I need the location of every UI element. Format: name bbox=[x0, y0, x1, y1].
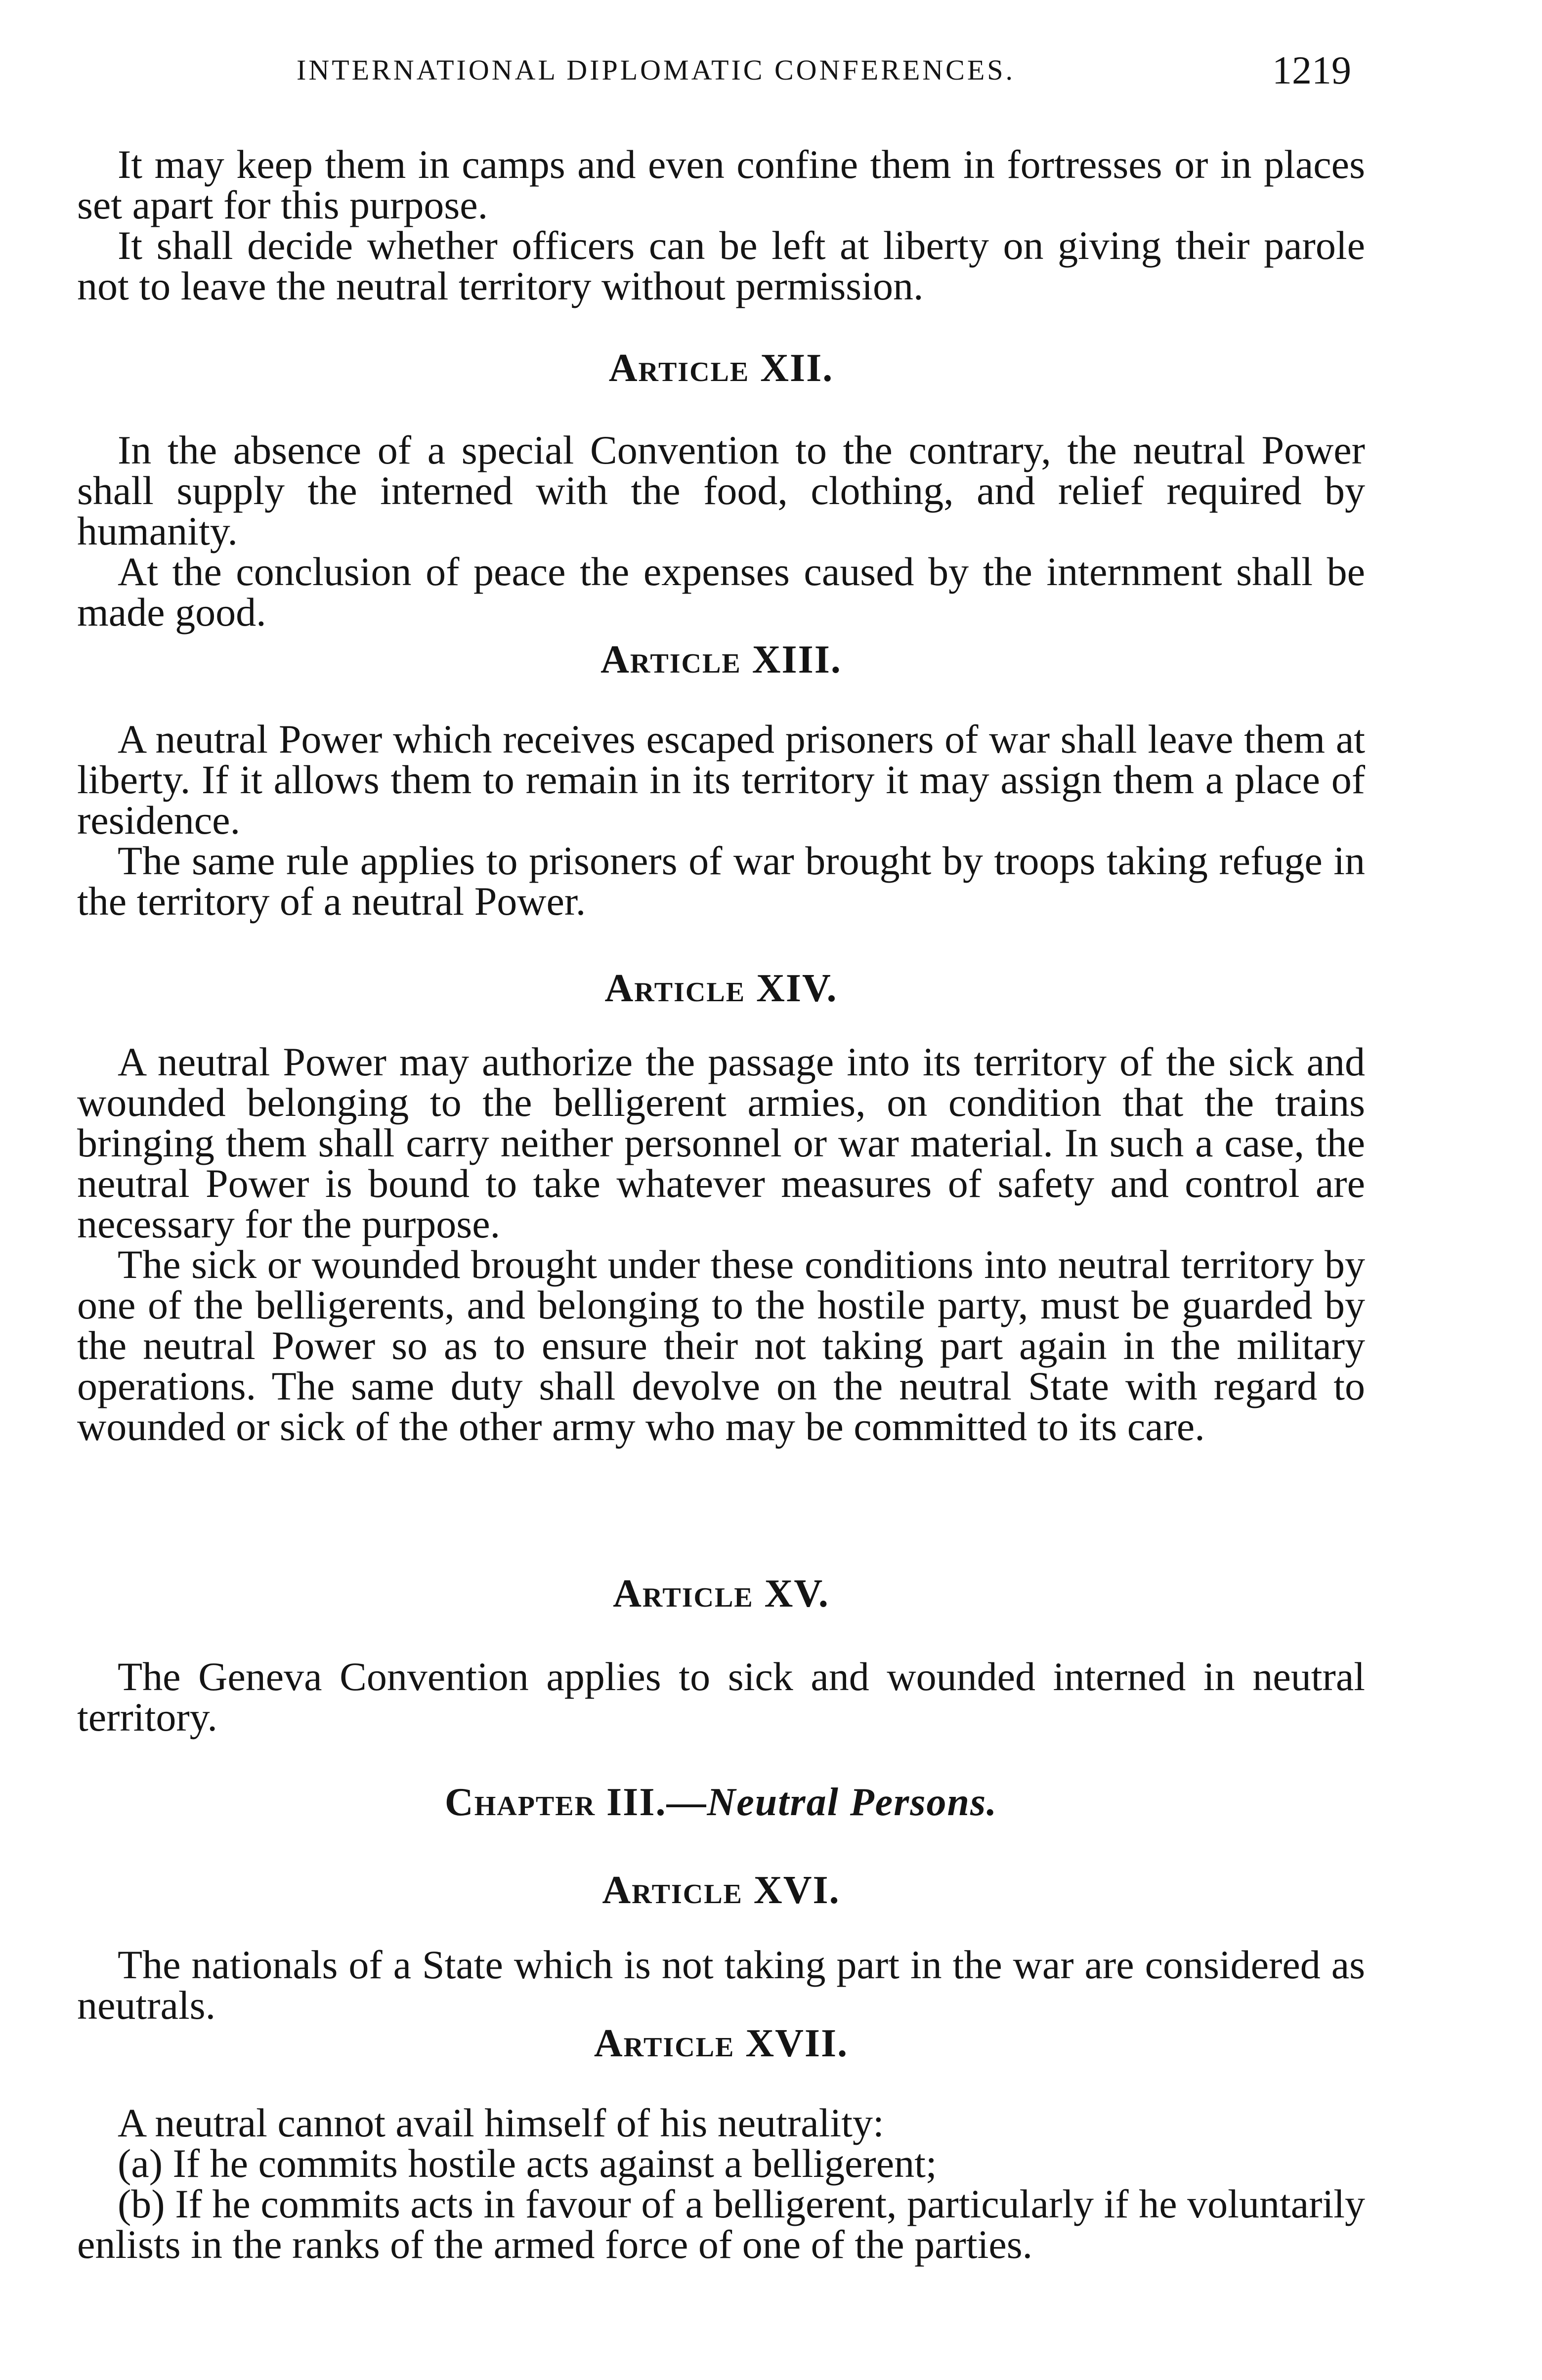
running-title: INTERNATIONAL DIPLOMATIC CONFERENCES. bbox=[297, 54, 1016, 86]
list-item bbox=[77, 2181, 1366, 2267]
item-text: If he commits acts in favour of a belligerent, particularly if he voluntarily enlists in the ranks of the armed force of one of the parties. bbox=[77, 2181, 1366, 2267]
chapter-title: Neutral Persons. bbox=[707, 1781, 998, 1824]
article-heading-xii bbox=[77, 346, 1365, 391]
article-number: XII. bbox=[760, 346, 834, 390]
paragraph: The sick or wounded brought under these conditions into neutral territory by one of the belligerents, and belonging to the hostile party, must be guarded by the neutral Power so as to ensure their not taking part again in the military operations. The same duty shall devolve on the neutral State with regard to wounded or sick of the other army who may be committed to its care. bbox=[77, 1242, 1365, 1449]
article-xiii-body bbox=[77, 719, 1365, 922]
article-xii-body bbox=[77, 427, 1365, 635]
chapter-label: Chapter bbox=[444, 1781, 596, 1824]
article-number: XIV. bbox=[756, 967, 838, 1010]
article-number: XIII. bbox=[752, 638, 842, 681]
article-label: Article bbox=[613, 1572, 754, 1615]
article-xiv-body bbox=[77, 1039, 1365, 1449]
paragraph: The nationals of a State which is not taking part in the war are considered as neutrals. bbox=[77, 1942, 1365, 2028]
article-label: Article bbox=[594, 2022, 735, 2065]
article-label: Article bbox=[600, 638, 741, 681]
article-heading-xvii bbox=[77, 2021, 1365, 2066]
paragraph: At the conclusion of peace the expenses caused by the internment shall be made good. bbox=[77, 549, 1365, 635]
article-label: Article bbox=[608, 346, 750, 390]
article-xv-body bbox=[77, 1654, 1365, 1740]
paragraph: A neutral Power may authorize the passage into its territory of the sick and wounded belonging to the belligerent armies, on condition that the trains bringing them shall carry neither personnel or war material. In such a case, the neutral Power is bound to take whatever measures of safety and control are necessary for the purpose. bbox=[77, 1039, 1365, 1246]
article-xvi-body bbox=[77, 1942, 1365, 2028]
article-heading-xv bbox=[77, 1572, 1365, 1616]
paragraph: A neutral cannot avail himself of his neutrality: bbox=[118, 2100, 884, 2145]
article-number: XV. bbox=[764, 1572, 829, 1615]
page-number: 1219 bbox=[1272, 49, 1351, 92]
article-label: Article bbox=[604, 967, 746, 1010]
paragraph: It may keep them in camps and even confine them in fortresses or in places set apart for this purpose. bbox=[77, 142, 1365, 227]
list-item bbox=[77, 2143, 1365, 2184]
paragraph: A neutral Power which receives escaped prisoners of war shall leave them at liberty. If it allows them to remain in its territory it may assign them a place of residence. bbox=[77, 717, 1365, 843]
article-number: XVI. bbox=[753, 1869, 840, 1912]
article-label: Article bbox=[602, 1869, 743, 1912]
paragraph: The Geneva Convention applies to sick and wounded interned in neutral territory. bbox=[77, 1654, 1365, 1740]
article-heading-xiv bbox=[77, 966, 1365, 1011]
chapter-heading bbox=[77, 1780, 1365, 1825]
article-heading-xiii bbox=[77, 638, 1365, 682]
paragraph: In the absence of a special Convention to the contrary, the neutral Power shall supply the interned with the food, clothing, and relief required by humanity. bbox=[77, 427, 1365, 553]
chapter-number: III.— bbox=[606, 1781, 707, 1824]
item-mark: (a) bbox=[118, 2141, 163, 2186]
paragraph: It shall decide whether officers can be left at liberty on giving their parole not to leave the neutral territory without permission. bbox=[77, 223, 1365, 308]
item-mark: (b) bbox=[118, 2181, 165, 2226]
article-xvii-body bbox=[77, 2100, 1366, 2267]
article-number: XVII. bbox=[745, 2022, 849, 2065]
opening-section bbox=[77, 144, 1365, 306]
paragraph: The same rule applies to prisoners of war brought by troops taking refuge in the territory of a neutral Power. bbox=[77, 838, 1365, 924]
item-text: If he commits hostile acts against a belligerent; bbox=[172, 2141, 937, 2186]
article-heading-xvi bbox=[77, 1868, 1365, 1913]
